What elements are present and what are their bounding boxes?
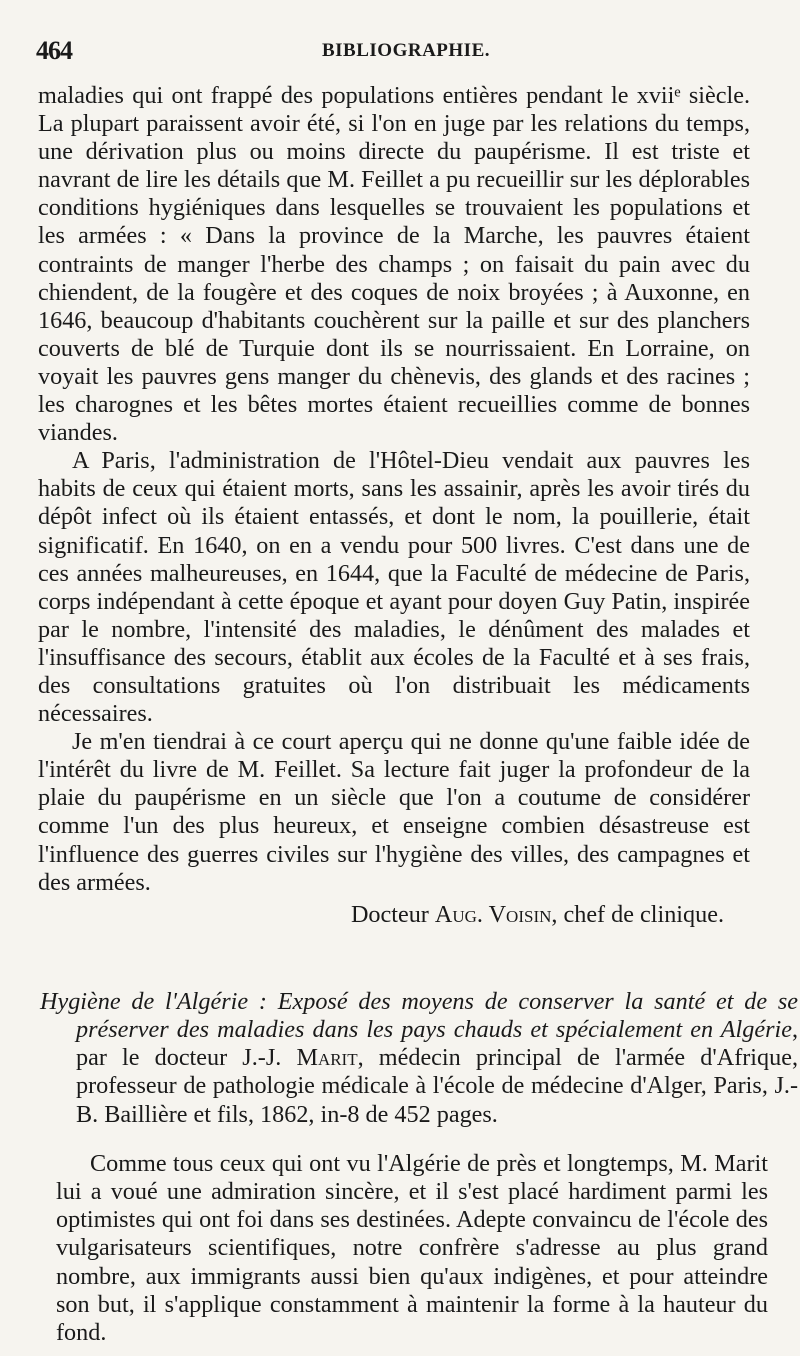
running-head: BIBLIOGRAPHIE. — [321, 40, 490, 61]
signature-suffix: , chef de clinique. — [551, 900, 724, 928]
page-number: 464 — [36, 36, 72, 65]
article-paragraph: maladies qui ont frappé des populations entières pendant le xviiᵉ siècle. La plupart paraissent avoir été, si l'on en juge par les relations du temps, une dérivation plus ou moins directe du paupérisme. Il est triste et navrant de lire les détails que M. Feillet a pu recueillir sur les déplorables conditions hygiéniques dans lesquelles se trouvaient les populations et les armées : « Dans la province de la Marche, les pauvres étaient contraints de manger l'herbe des champs ; on faisait du pain avec du chiendent, de la fougère et des coques de noix broyées ; à Auxonne, en 1646, beaucoup d'habitants couchèrent sur la paille et sur des planchers couverts de blé de Turquie dont ils se nourrissaient. En Lorraine, on voyait les pauvres gens manger du chènevis, des glands et des racines ; les charognes et les bêtes mortes étaient recueillies comme de bonnes viandes. — [38, 82, 750, 447]
article-body — [38, 82, 750, 929]
review-by: , par le docteur J.-J. — [76, 1016, 798, 1072]
article-paragraph: Je m'en tiendrai à ce court aperçu qui ne donne qu'une faible idée de l'intérêt du livre de M. Feillet. Sa lecture fait juger la profondeur de la plaie du paupérisme en un siècle que l'on a coutume de considérer comme l'un des plus heureux, et enseigne combien désastreuse est l'influence des guerres civiles sur l'hygiène des villes, des campagnes et des armées. — [38, 728, 750, 896]
review-paragraph: Comme tous ceux qui ont vu l'Algérie de près et longtemps, M. Marit lui a voué une admiration sincère, et il s'est placé hardiment parmi les optimistes qui ont foi dans ses destinées. Adepte convaincu de l'école des vulgarisateurs scientifiques, notre confrère s'adresse au plus grand nombre, aux immigrants aussi bien qu'aux indigènes, et pour atteindre son but, il s'applique constamment à maintenir la forme à la hauteur du fond. — [56, 1150, 768, 1346]
review-details: , médecin principal de l'armée d'Afrique, professeur de pathologie médicale à l'école de médecine d'Alger, Paris, J.-B. Baillière et fils, 1862, in-8 de 452 pages. — [76, 1044, 798, 1128]
signature-prefix: Docteur — [350, 900, 435, 928]
page-header — [36, 36, 776, 66]
review-heading — [40, 988, 798, 1128]
article-paragraph: A Paris, l'administration de l'Hôtel-Dieu vendait aux pauvres les habits de ceux qui étaient morts, sans les assainir, après les avoir tirés du dépôt infect où ils étaient entassés, et dont le nom, la pouillerie, était significatif. En 1640, on en a vendu pour 500 livres. C'est dans une de ces années malheureuses, en 1644, que la Faculté de médecine de Paris, corps indépendant à cette époque et ayant pour doyen Guy Patin, inspirée par le nombre, l'intensité des maladies, le dénûment des malades et l'insuffisance des secours, établit aux écoles de la Faculté et à ses frais, des consultations gratuites où l'on distribuait les médicaments nécessaires. — [38, 447, 750, 728]
signature-name: Aug. Voisin — [434, 900, 552, 928]
review-author: Marit — [296, 1044, 358, 1072]
signature — [38, 901, 750, 929]
review-title: Hygiène de l'Algérie : Exposé des moyens de conserver la santé et de se préserver des maladies dans les pays chauds et spécialement en Algérie — [40, 988, 798, 1044]
